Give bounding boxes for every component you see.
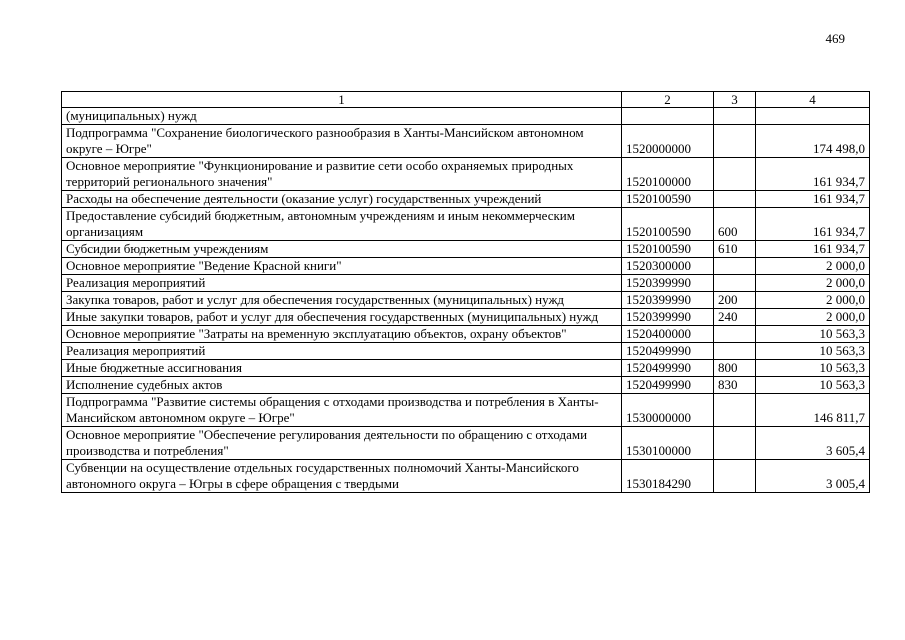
column-header-3: 3 (714, 92, 756, 108)
table-row (62, 292, 870, 309)
code-cell: 1520499990 (622, 360, 714, 377)
name-cell: Субсидии бюджетным учреждениям (62, 241, 622, 258)
page-number: 469 (825, 31, 845, 46)
name-cell: Иные закупки товаров, работ и услуг для обеспечения государственных (муниципальных) нужд (62, 309, 622, 326)
amount-cell: 146 811,7 (756, 394, 870, 427)
expense-type-cell: 830 (714, 377, 756, 394)
code-cell: 1530000000 (622, 394, 714, 427)
table-row (62, 208, 870, 241)
name-cell: Основное мероприятие "Ведение Красной книги" (62, 258, 622, 275)
code-cell: 1520499990 (622, 377, 714, 394)
code-cell (622, 108, 714, 125)
expense-type-cell (714, 125, 756, 158)
code-cell: 1530184290 (622, 460, 714, 493)
name-cell: Основное мероприятие "Обеспечение регулирования деятельности по обращению с отходами производства и потребления" (62, 427, 622, 460)
table-row (62, 427, 870, 460)
expense-type-cell (714, 460, 756, 493)
code-cell: 1530100000 (622, 427, 714, 460)
table-header-row (62, 92, 870, 108)
expense-type-cell (714, 275, 756, 292)
expense-type-cell (714, 158, 756, 191)
code-cell: 1520000000 (622, 125, 714, 158)
expense-type-cell: 240 (714, 309, 756, 326)
amount-cell: 2 000,0 (756, 309, 870, 326)
table-row (62, 158, 870, 191)
amount-cell: 2 000,0 (756, 292, 870, 309)
name-cell: (муниципальных) нужд (62, 108, 622, 125)
amount-cell: 3 605,4 (756, 427, 870, 460)
column-header-1: 1 (62, 92, 622, 108)
name-cell: Реализация мероприятий (62, 275, 622, 292)
amount-cell: 161 934,7 (756, 208, 870, 241)
amount-cell: 10 563,3 (756, 326, 870, 343)
expense-type-cell: 800 (714, 360, 756, 377)
name-cell: Подпрограмма "Развитие системы обращения с отходами производства и потребления в Ханты-Мансийском автономном округе – Югре" (62, 394, 622, 427)
table-row (62, 360, 870, 377)
code-cell: 1520100000 (622, 158, 714, 191)
amount-cell: 10 563,3 (756, 343, 870, 360)
column-header-4: 4 (756, 92, 870, 108)
code-cell: 1520499990 (622, 343, 714, 360)
table-row (62, 125, 870, 158)
table-row (62, 394, 870, 427)
name-cell: Основное мероприятие "Затраты на временную эксплуатацию объектов, охрану объектов" (62, 326, 622, 343)
code-cell: 1520300000 (622, 258, 714, 275)
name-cell: Расходы на обеспечение деятельности (оказание услуг) государственных учреждений (62, 191, 622, 208)
name-cell: Исполнение судебных актов (62, 377, 622, 394)
table-row (62, 309, 870, 326)
expense-type-cell (714, 394, 756, 427)
expense-type-cell (714, 343, 756, 360)
amount-cell: 10 563,3 (756, 377, 870, 394)
amount-cell (756, 108, 870, 125)
name-cell: Закупка товаров, работ и услуг для обеспечения государственных (муниципальных) нужд (62, 292, 622, 309)
name-cell: Реализация мероприятий (62, 343, 622, 360)
name-cell: Субвенции на осуществление отдельных государственных полномочий Ханты-Мансийского автономного округа – Югры в сфере обращения с твердыми (62, 460, 622, 493)
code-cell: 1520400000 (622, 326, 714, 343)
code-cell: 1520399990 (622, 292, 714, 309)
code-cell: 1520100590 (622, 191, 714, 208)
code-cell: 1520100590 (622, 208, 714, 241)
column-header-2: 2 (622, 92, 714, 108)
table-row (62, 326, 870, 343)
amount-cell: 3 005,4 (756, 460, 870, 493)
amount-cell: 161 934,7 (756, 158, 870, 191)
table-row (62, 377, 870, 394)
code-cell: 1520399990 (622, 309, 714, 326)
amount-cell: 2 000,0 (756, 258, 870, 275)
table-row (62, 191, 870, 208)
table-row (62, 275, 870, 292)
amount-cell: 2 000,0 (756, 275, 870, 292)
table-row (62, 108, 870, 125)
table-body (62, 108, 870, 493)
name-cell: Основное мероприятие "Функционирование и развитие сети особо охраняемых природных территорий регионального значения" (62, 158, 622, 191)
expense-type-cell: 600 (714, 208, 756, 241)
table-row (62, 258, 870, 275)
amount-cell: 161 934,7 (756, 241, 870, 258)
code-cell: 1520100590 (622, 241, 714, 258)
name-cell: Иные бюджетные ассигнования (62, 360, 622, 377)
expense-type-cell (714, 326, 756, 343)
expense-type-cell (714, 258, 756, 275)
expense-type-cell (714, 108, 756, 125)
expense-type-cell: 610 (714, 241, 756, 258)
amount-cell: 10 563,3 (756, 360, 870, 377)
amount-cell: 174 498,0 (756, 125, 870, 158)
table-row (62, 460, 870, 493)
budget-table (61, 91, 870, 493)
expense-type-cell (714, 191, 756, 208)
table-row (62, 241, 870, 258)
table-row (62, 343, 870, 360)
name-cell: Предоставление субсидий бюджетным, автономным учреждениям и иным некоммерческим организациям (62, 208, 622, 241)
amount-cell: 161 934,7 (756, 191, 870, 208)
code-cell: 1520399990 (622, 275, 714, 292)
name-cell: Подпрограмма "Сохранение биологического разнообразия в Ханты-Мансийском автономном округе – Югре" (62, 125, 622, 158)
expense-type-cell (714, 427, 756, 460)
expense-type-cell: 200 (714, 292, 756, 309)
